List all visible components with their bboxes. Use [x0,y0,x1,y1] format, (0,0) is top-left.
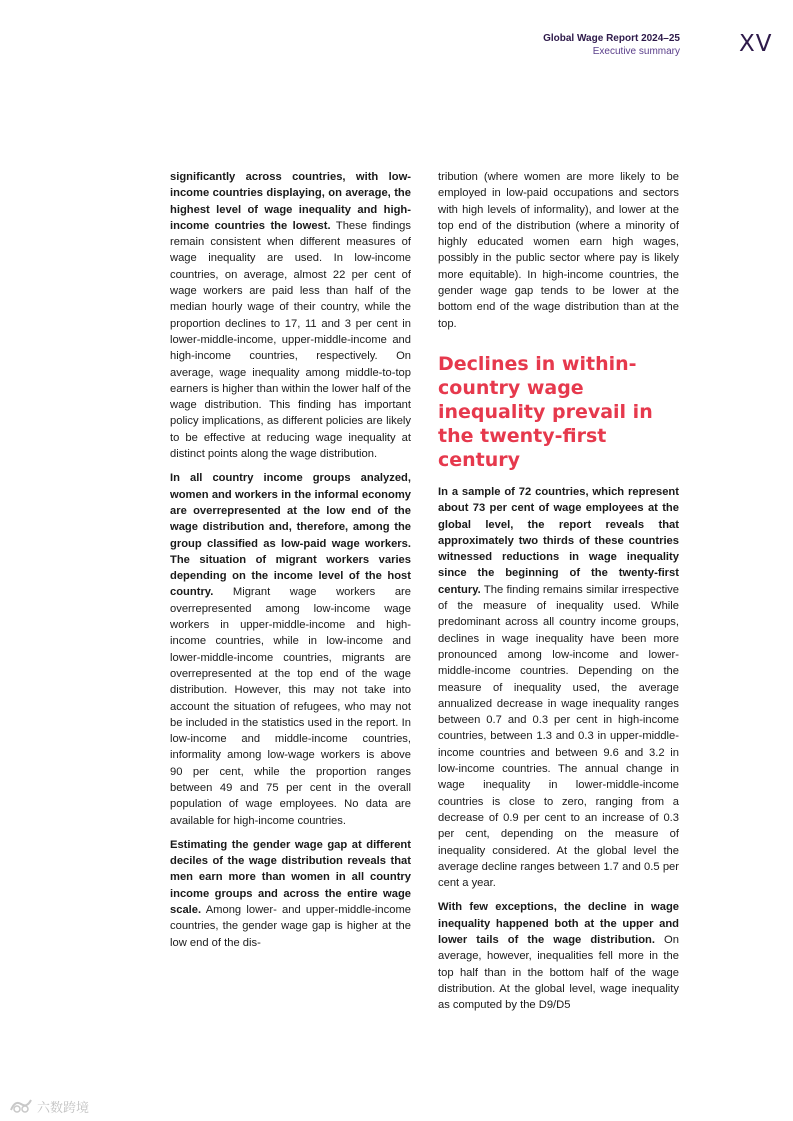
watermark-text: 六数跨境 [37,1100,90,1116]
paragraph-body: Migrant wage workers are overrepresented among low-income wage workers in upper-middle-income and high-income countries, while in low-income and lower-middle-income countries, migrants are overrepresented at the top end of the wage distribution. However, this may not take into account the situation of refugees, who may not be included in the statistics used in the report. In low-income and middle-income countries, informality among low-wage workers is above 90 per cent, while the proportion ranges between 49 and 75 per cent in the overall population of wage employees. No data are available for high-income countries. [170,586,411,827]
paragraph-declines-inequality [438,484,679,891]
paragraph-lead-bold: With few exceptions, the decline in wage inequality happened both at the upper and lower tails of the wage distribution. [438,901,679,946]
paragraph-body: On average, however, inequalities fell more in the top half than in the bottom half of the wage distribution. At the global level, wage inequality as computed by the D9/D5 [438,933,679,1012]
paragraph-body: These findings remain consistent when different measures of wage inequality are used. In low-income countries, on average, almost 22 per cent of wage workers are paid less than half of the median hourly wage of their country, while the proportion declines to 17, 11 and 3 per cent in lower-middle-income, upper-middle-income and high-income countries, respectively. On average, wage inequality among middle-to-top earners is higher than within the lower half of the wage distribution. This finding has important policy implications, as different policies are likely to be effective at reducing wage inequality at distinct points along the wage distribution. [170,219,411,461]
paragraph-lead-bold: Estimating the gender wage gap at different deciles of the wage distribution reveals that men earn more than women in all country income groups and across the entire wage scale. [170,838,411,917]
section-subtitle: Executive summary [592,46,680,57]
paragraph-lead-bold: In a sample of 72 countries, which represent about 73 per cent of wage employees at the global level, the report reveals that approximately two thirds of these countries witnessed reductions in wage inequality since the beginning of the twenty-first century. [438,485,679,596]
paragraph-gender-gap-continued [438,169,679,332]
paragraph-wage-inequality-levels [170,169,411,462]
paragraph-body: tribution (where women are more likely to be employed in low-paid occupations and sectors with high levels of informality), and lower at the top end of the distribution (where a minority of highly educated women earn high wages, possibly in the public sector where pay is likely more equitable). In high-income countries, the gender wage gap tends to be lower at the bottom end of the wage distribution than at the top. [438,171,679,330]
paragraph-lead-bold: significantly across countries, with low-income countries displaying, on average, the highest level of wage inequality and high-income countries the lowest. [170,171,411,232]
paragraph-lead-bold: In all country income groups analyzed, women and workers in the informal economy are overrepresented at the low end of the wage distribution and, therefore, among the group classified as low-paid wage workers. The situation of migrant workers varies depending on the income level of the host country. [170,472,411,599]
left-column [170,169,411,959]
paragraph-overrepresentation [170,470,411,829]
paragraph-upper-lower-tails [438,899,679,1013]
section-heading: Declines in within-country wage inequality prevail in the twenty-first century [438,352,653,471]
watermark [9,1096,89,1116]
running-header [543,33,680,58]
right-column [438,169,679,1021]
paragraph-body: The finding remains similar irrespective of the measure of inequality used. While predominant across all country income groups, declines in wage inequality have been more pronounced among low-income and lower-middle-income countries. Depending on the measure of inequality used, the average annualized decrease in wage inequality ranges between 0.7 and 0.3 per cent in high-income countries, between 1.3 and 0.3 in upper-middle-income countries and between 9.6 and 3.2 in low-income countries. The annual change in wage inequality in lower-middle-income countries is close to zero, ranging from a decrease of 0.9 per cent to an increase of 0.3 per cent, depending on the measure of inequality considered. At the global level the average decline ranges between 1.7 and 0.5 per cent a year. [438,583,679,890]
page-number: XV [739,31,773,57]
report-title: Global Wage Report 2024–25 [543,33,680,44]
paragraph-body: Among lower- and upper-middle-income countries, the gender wage gap is higher at the low end of the dis- [170,904,411,949]
paragraph-gender-wage-gap [170,837,411,951]
watermark-logo-icon [9,1096,33,1116]
